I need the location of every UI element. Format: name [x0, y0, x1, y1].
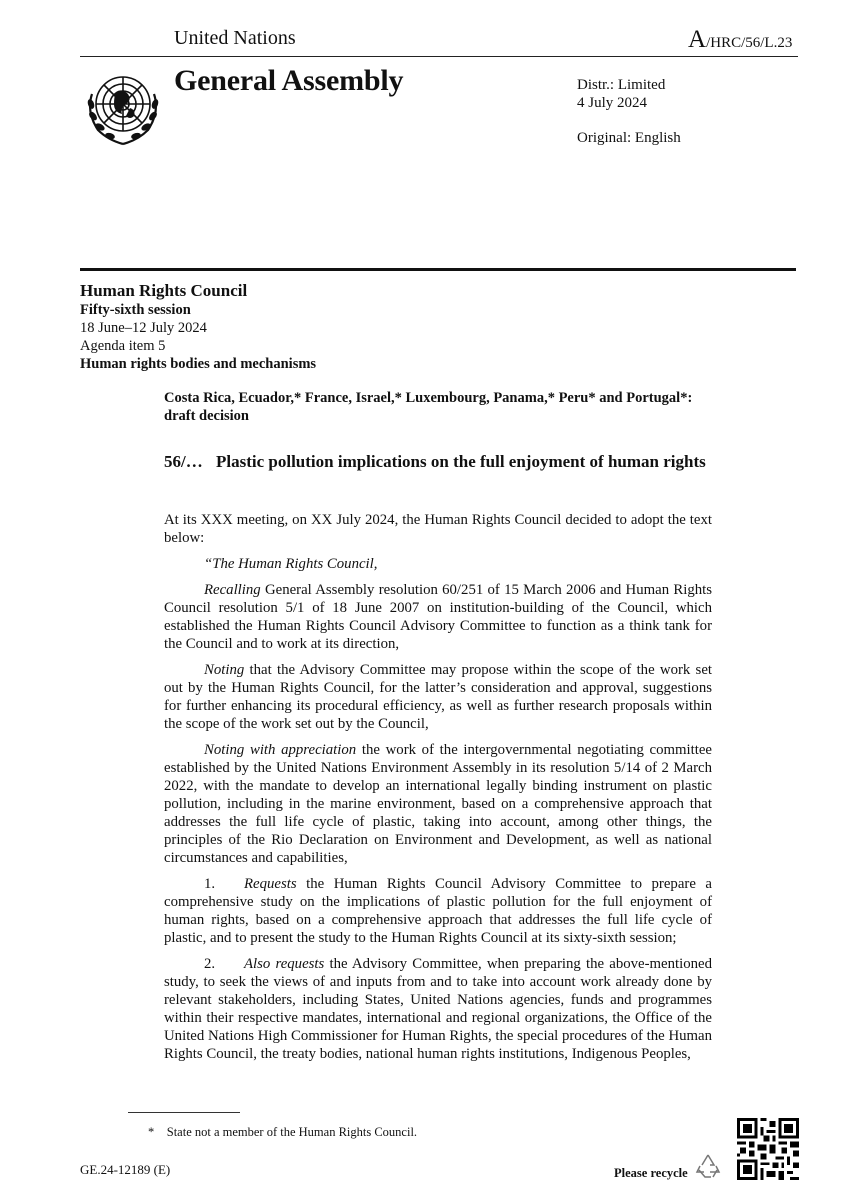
op1-number: 1. — [204, 876, 216, 892]
op2-number: 2. — [204, 956, 216, 972]
document-symbol — [688, 26, 792, 54]
decision-title: Plastic pollution implications on the full enjoyment of human rights — [216, 452, 706, 471]
thick-rule — [80, 268, 796, 271]
recycle-icon — [694, 1152, 722, 1180]
preamble-noting-appreciation — [164, 741, 712, 867]
opening-line — [164, 555, 712, 573]
session-name: Fifty-sixth session — [80, 302, 191, 318]
footnote-rule — [128, 1112, 240, 1113]
recalling-text: General Assembly resolution 60/251 of 15 March 2006 and Human Rights Council resolution 5/1 of 18 June 2007 on institution-building of the Council, which established the Human Rights Council Advisory Committee to function as a think tank for the Council and to work at its direction, — [164, 582, 712, 652]
distribution-block — [577, 76, 665, 112]
footnote-mark: * — [148, 1125, 155, 1139]
preamble-recalling — [164, 581, 712, 653]
general-assembly-title: General Assembly — [174, 64, 404, 97]
noting-text: that the Advisory Committee may propose within the scope of the work set out by the Human Rights Council, for the latter’s consideration and approval, suggestions for further enhancing its procedural efficiency, as well as further research proposals within the scope of the work set out by the Council, — [164, 662, 712, 732]
appreciation-text: the work of the intergovernmental negotiating committee established by the United Nations Environment Assembly in its resolution 5/14 of 2 March 2022, with the mandate to develop an international legally binding instrument on plastic pollution, including in the marine environment, based on a comprehensive approach that addresses the full life cycle of plastic, taking into account, among other things, the principles of the Rio Declaration on Environment and Development, as well as national circumstances and capabilities, — [164, 742, 712, 866]
decision-body — [164, 511, 712, 1071]
agenda-title: Human rights bodies and mechanisms — [80, 356, 317, 372]
un-emblem-icon — [80, 64, 166, 150]
recalling-em: Recalling — [204, 582, 261, 598]
agenda-item: Agenda item 5 — [80, 338, 166, 354]
preamble-noting — [164, 661, 712, 733]
symbol-prefix: A — [688, 26, 707, 53]
op1-em: Requests — [244, 876, 297, 892]
decision-number: 56/… — [164, 452, 203, 471]
operative-paragraph-2 — [164, 955, 712, 1063]
symbol-rest: /HRC/56/L.23 — [706, 35, 793, 51]
opening-text: “The Human Rights Council, — [204, 556, 378, 572]
footnote-text: State not a member of the Human Rights Council. — [166, 1125, 418, 1139]
document-code: GE.24-12189 (E) — [80, 1162, 171, 1177]
op2-em: Also requests — [244, 956, 325, 972]
op1-text: the Human Rights Council Advisory Committee to prepare a comprehensive study on the implications of plastic pollution for the full enjoyment of human rights, based on a comprehensive approach that addresses the full life cycle of plastic, and to present the study to the Human Rights Council at its sixty-sixth session; — [164, 876, 712, 946]
issue-date: 4 July 2024 — [577, 95, 648, 111]
qr-code-icon — [737, 1118, 799, 1180]
intro-paragraph: At its XXX meeting, on XX July 2024, the Human Rights Council decided to adopt the text below: — [164, 512, 712, 546]
noting-em: Noting — [204, 662, 245, 678]
header-rule — [80, 56, 798, 57]
sponsors: Costa Rica, Ecuador,* France, Israel,* Luxembourg, Panama,* Peru* and Portugal*: draft decision — [164, 390, 693, 424]
council-name: Human Rights Council — [80, 281, 248, 300]
org-name: United Nations — [174, 27, 296, 49]
please-recycle: Please recycle — [614, 1166, 688, 1180]
operative-paragraph-1 — [164, 875, 712, 947]
distribution: Distr.: Limited — [577, 77, 666, 93]
session-meta — [80, 301, 316, 373]
footnote — [148, 1125, 417, 1140]
appreciation-em: Noting with appreciation — [204, 742, 357, 758]
op2-text: the Advisory Committee, when preparing the above-mentioned study, to seek the views of and inputs from and to take into account work already done by relevant stakeholders, including States, United Nations agencies, funds and programmes within their respective mandates, international and regional organizations, the Office of the United Nations High Commissioner for Human Rights, the special procedures of the Human Rights Council, the treaty bodies, national human rights institutions, Indigenous Peoples, — [164, 956, 712, 1062]
session-dates: 18 June–12 July 2024 — [80, 320, 207, 336]
original-language: Original: English — [577, 130, 681, 146]
